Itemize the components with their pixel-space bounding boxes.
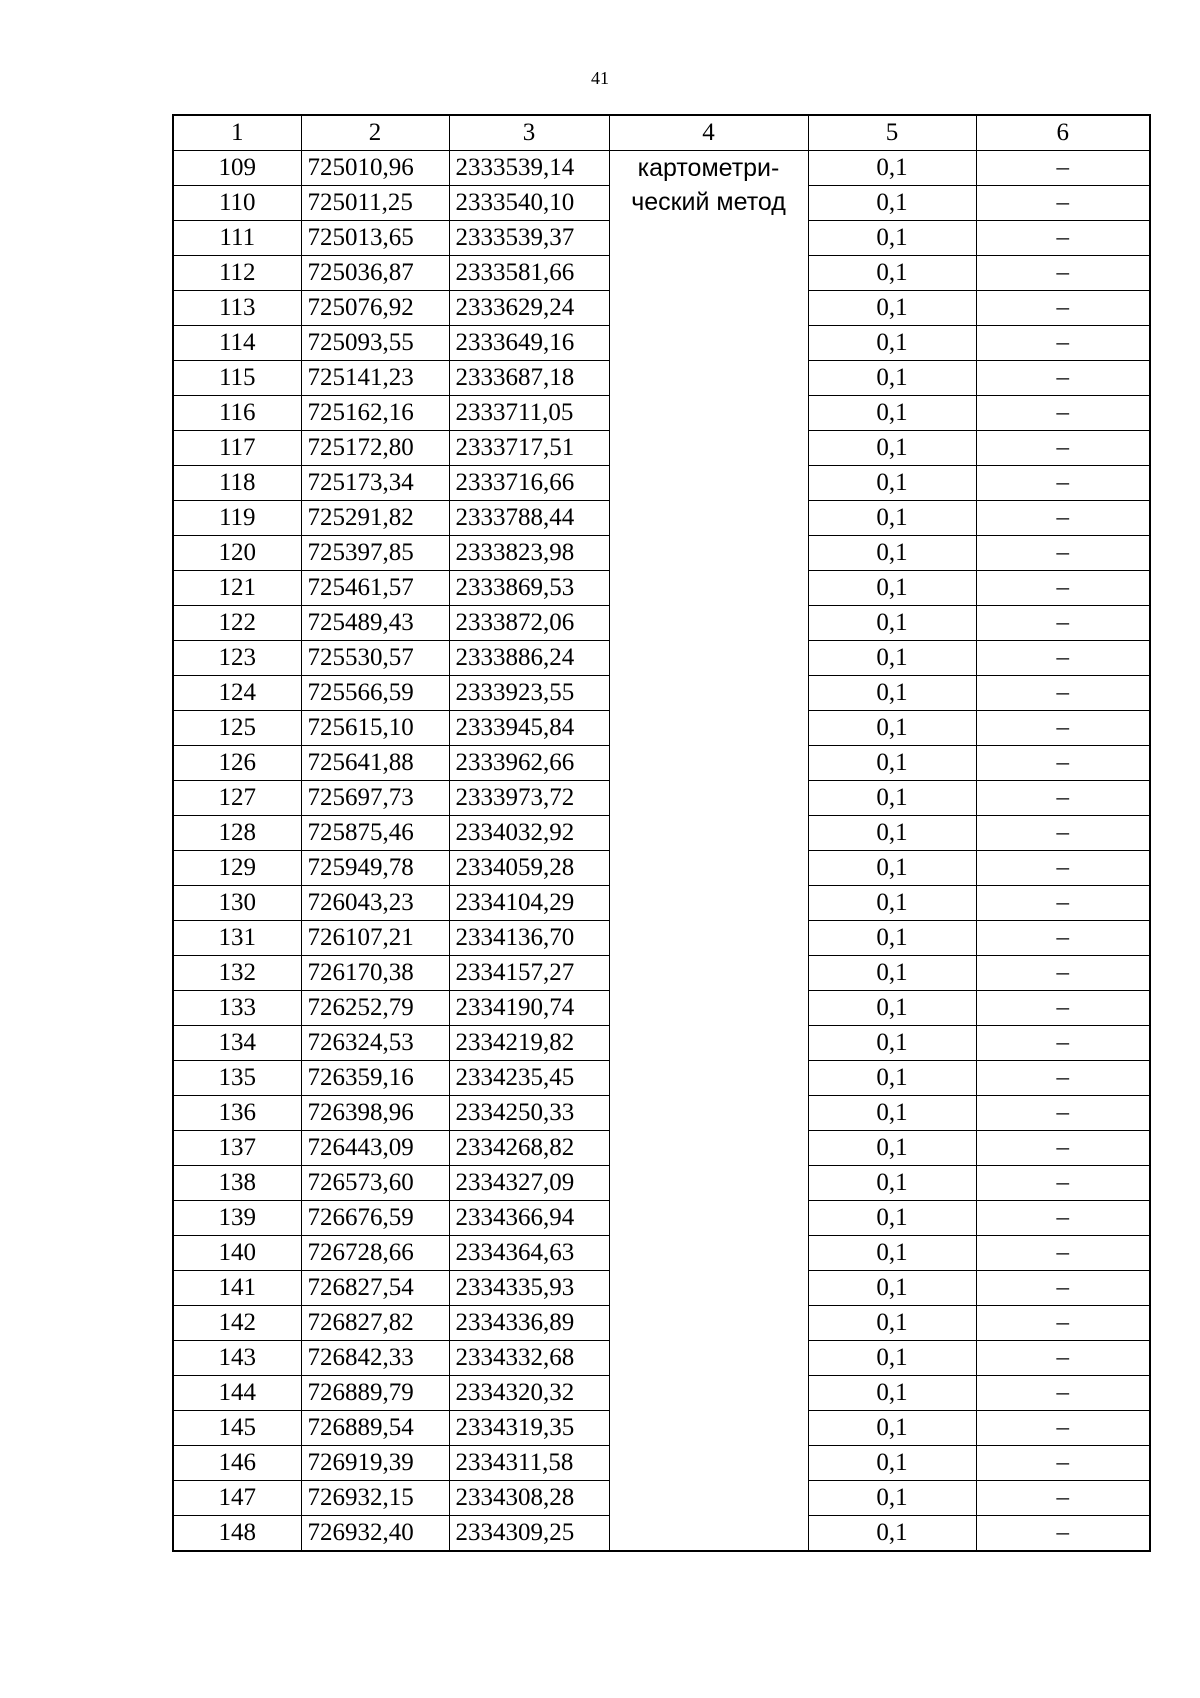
accuracy: 0,1 bbox=[808, 1131, 976, 1166]
accuracy: 0,1 bbox=[808, 991, 976, 1026]
point-number: 148 bbox=[173, 1516, 301, 1552]
point-number: 116 bbox=[173, 396, 301, 431]
x-coordinate: 725397,85 bbox=[301, 536, 449, 571]
note: – bbox=[976, 466, 1150, 501]
accuracy: 0,1 bbox=[808, 151, 976, 186]
note: – bbox=[976, 676, 1150, 711]
point-number: 119 bbox=[173, 501, 301, 536]
note: – bbox=[976, 711, 1150, 746]
point-number: 139 bbox=[173, 1201, 301, 1236]
x-coordinate: 725697,73 bbox=[301, 781, 449, 816]
y-coordinate: 2334268,82 bbox=[449, 1131, 609, 1166]
x-coordinate: 725162,16 bbox=[301, 396, 449, 431]
accuracy: 0,1 bbox=[808, 256, 976, 291]
y-coordinate: 2334332,68 bbox=[449, 1341, 609, 1376]
note: – bbox=[976, 1201, 1150, 1236]
accuracy: 0,1 bbox=[808, 1306, 976, 1341]
x-coordinate: 726170,38 bbox=[301, 956, 449, 991]
x-coordinate: 726827,54 bbox=[301, 1271, 449, 1306]
x-coordinate: 725291,82 bbox=[301, 501, 449, 536]
accuracy: 0,1 bbox=[808, 1411, 976, 1446]
y-coordinate: 2334059,28 bbox=[449, 851, 609, 886]
page-number: 41 bbox=[591, 68, 609, 88]
y-coordinate: 2333788,44 bbox=[449, 501, 609, 536]
y-coordinate: 2334308,28 bbox=[449, 1481, 609, 1516]
point-number: 115 bbox=[173, 361, 301, 396]
point-number: 113 bbox=[173, 291, 301, 326]
coordinates-table bbox=[172, 114, 1151, 1552]
point-number: 118 bbox=[173, 466, 301, 501]
point-number: 133 bbox=[173, 991, 301, 1026]
y-coordinate: 2333716,66 bbox=[449, 466, 609, 501]
point-number: 126 bbox=[173, 746, 301, 781]
point-number: 112 bbox=[173, 256, 301, 291]
table-header-row bbox=[173, 115, 1150, 151]
column-header: 4 bbox=[609, 115, 808, 151]
accuracy: 0,1 bbox=[808, 571, 976, 606]
accuracy: 0,1 bbox=[808, 1061, 976, 1096]
accuracy: 0,1 bbox=[808, 1096, 976, 1131]
point-number: 114 bbox=[173, 326, 301, 361]
x-coordinate: 725173,34 bbox=[301, 466, 449, 501]
y-coordinate: 2333823,98 bbox=[449, 536, 609, 571]
x-coordinate: 726728,66 bbox=[301, 1236, 449, 1271]
note: – bbox=[976, 746, 1150, 781]
point-number: 141 bbox=[173, 1271, 301, 1306]
accuracy: 0,1 bbox=[808, 1376, 976, 1411]
x-coordinate: 725076,92 bbox=[301, 291, 449, 326]
x-coordinate: 725172,80 bbox=[301, 431, 449, 466]
point-number: 135 bbox=[173, 1061, 301, 1096]
x-coordinate: 726889,54 bbox=[301, 1411, 449, 1446]
accuracy: 0,1 bbox=[808, 921, 976, 956]
y-coordinate: 2334335,93 bbox=[449, 1271, 609, 1306]
point-number: 117 bbox=[173, 431, 301, 466]
x-coordinate: 725011,25 bbox=[301, 186, 449, 221]
note: – bbox=[976, 361, 1150, 396]
accuracy: 0,1 bbox=[808, 676, 976, 711]
note: – bbox=[976, 816, 1150, 851]
note: – bbox=[976, 1166, 1150, 1201]
y-coordinate: 2333717,51 bbox=[449, 431, 609, 466]
point-number: 136 bbox=[173, 1096, 301, 1131]
y-coordinate: 2333687,18 bbox=[449, 361, 609, 396]
accuracy: 0,1 bbox=[808, 186, 976, 221]
x-coordinate: 726107,21 bbox=[301, 921, 449, 956]
x-coordinate: 725141,23 bbox=[301, 361, 449, 396]
x-coordinate: 725641,88 bbox=[301, 746, 449, 781]
x-coordinate: 726443,09 bbox=[301, 1131, 449, 1166]
point-number: 145 bbox=[173, 1411, 301, 1446]
x-coordinate: 726573,60 bbox=[301, 1166, 449, 1201]
point-number: 147 bbox=[173, 1481, 301, 1516]
y-coordinate: 2334327,09 bbox=[449, 1166, 609, 1201]
y-coordinate: 2334366,94 bbox=[449, 1201, 609, 1236]
note: – bbox=[976, 501, 1150, 536]
accuracy: 0,1 bbox=[808, 746, 976, 781]
accuracy: 0,1 bbox=[808, 641, 976, 676]
point-number: 144 bbox=[173, 1376, 301, 1411]
note: – bbox=[976, 1411, 1150, 1446]
accuracy: 0,1 bbox=[808, 221, 976, 256]
accuracy: 0,1 bbox=[808, 326, 976, 361]
accuracy: 0,1 bbox=[808, 1166, 976, 1201]
y-coordinate: 2333872,06 bbox=[449, 606, 609, 641]
note: – bbox=[976, 221, 1150, 256]
point-number: 110 bbox=[173, 186, 301, 221]
x-coordinate: 726398,96 bbox=[301, 1096, 449, 1131]
x-coordinate: 725875,46 bbox=[301, 816, 449, 851]
column-header: 2 bbox=[301, 115, 449, 151]
note: – bbox=[976, 781, 1150, 816]
method-cell bbox=[609, 151, 808, 1552]
point-number: 134 bbox=[173, 1026, 301, 1061]
accuracy: 0,1 bbox=[808, 1026, 976, 1061]
point-number: 131 bbox=[173, 921, 301, 956]
accuracy: 0,1 bbox=[808, 886, 976, 921]
x-coordinate: 725949,78 bbox=[301, 851, 449, 886]
point-number: 109 bbox=[173, 151, 301, 186]
method-text-line: ческий метод bbox=[631, 188, 786, 216]
accuracy: 0,1 bbox=[808, 431, 976, 466]
point-number: 122 bbox=[173, 606, 301, 641]
note: – bbox=[976, 1236, 1150, 1271]
note: – bbox=[976, 1341, 1150, 1376]
y-coordinate: 2334320,32 bbox=[449, 1376, 609, 1411]
accuracy: 0,1 bbox=[808, 1236, 976, 1271]
point-number: 124 bbox=[173, 676, 301, 711]
accuracy: 0,1 bbox=[808, 711, 976, 746]
table-body bbox=[173, 151, 1150, 1552]
y-coordinate: 2333629,24 bbox=[449, 291, 609, 326]
table-row bbox=[173, 151, 1150, 186]
x-coordinate: 725530,57 bbox=[301, 641, 449, 676]
point-number: 129 bbox=[173, 851, 301, 886]
column-header: 5 bbox=[808, 115, 976, 151]
y-coordinate: 2333711,05 bbox=[449, 396, 609, 431]
note: – bbox=[976, 956, 1150, 991]
accuracy: 0,1 bbox=[808, 956, 976, 991]
point-number: 143 bbox=[173, 1341, 301, 1376]
point-number: 123 bbox=[173, 641, 301, 676]
accuracy: 0,1 bbox=[808, 1201, 976, 1236]
point-number: 132 bbox=[173, 956, 301, 991]
method-text-line: картометри- bbox=[637, 154, 780, 182]
note: – bbox=[976, 571, 1150, 606]
y-coordinate: 2333649,16 bbox=[449, 326, 609, 361]
point-number: 142 bbox=[173, 1306, 301, 1341]
x-coordinate: 725566,59 bbox=[301, 676, 449, 711]
column-header: 3 bbox=[449, 115, 609, 151]
y-coordinate: 2333886,24 bbox=[449, 641, 609, 676]
point-number: 128 bbox=[173, 816, 301, 851]
note: – bbox=[976, 1516, 1150, 1552]
note: – bbox=[976, 431, 1150, 466]
x-coordinate: 725461,57 bbox=[301, 571, 449, 606]
x-coordinate: 726919,39 bbox=[301, 1446, 449, 1481]
note: – bbox=[976, 1306, 1150, 1341]
accuracy: 0,1 bbox=[808, 1271, 976, 1306]
accuracy: 0,1 bbox=[808, 606, 976, 641]
y-coordinate: 2333539,14 bbox=[449, 151, 609, 186]
note: – bbox=[976, 536, 1150, 571]
y-coordinate: 2334250,33 bbox=[449, 1096, 609, 1131]
accuracy: 0,1 bbox=[808, 1481, 976, 1516]
note: – bbox=[976, 1271, 1150, 1306]
note: – bbox=[976, 851, 1150, 886]
y-coordinate: 2334136,70 bbox=[449, 921, 609, 956]
x-coordinate: 726676,59 bbox=[301, 1201, 449, 1236]
x-coordinate: 726827,82 bbox=[301, 1306, 449, 1341]
accuracy: 0,1 bbox=[808, 536, 976, 571]
x-coordinate: 726932,15 bbox=[301, 1481, 449, 1516]
note: – bbox=[976, 1376, 1150, 1411]
accuracy: 0,1 bbox=[808, 1516, 976, 1552]
column-header: 6 bbox=[976, 115, 1150, 151]
y-coordinate: 2333539,37 bbox=[449, 221, 609, 256]
note: – bbox=[976, 886, 1150, 921]
accuracy: 0,1 bbox=[808, 816, 976, 851]
x-coordinate: 726359,16 bbox=[301, 1061, 449, 1096]
note: – bbox=[976, 396, 1150, 431]
note: – bbox=[976, 1446, 1150, 1481]
x-coordinate: 726842,33 bbox=[301, 1341, 449, 1376]
y-coordinate: 2333973,72 bbox=[449, 781, 609, 816]
note: – bbox=[976, 606, 1150, 641]
y-coordinate: 2333581,66 bbox=[449, 256, 609, 291]
y-coordinate: 2334319,35 bbox=[449, 1411, 609, 1446]
y-coordinate: 2334190,74 bbox=[449, 991, 609, 1026]
x-coordinate: 725036,87 bbox=[301, 256, 449, 291]
column-header: 1 bbox=[173, 115, 301, 151]
x-coordinate: 726043,23 bbox=[301, 886, 449, 921]
point-number: 125 bbox=[173, 711, 301, 746]
x-coordinate: 725013,65 bbox=[301, 221, 449, 256]
note: – bbox=[976, 991, 1150, 1026]
x-coordinate: 726889,79 bbox=[301, 1376, 449, 1411]
point-number: 130 bbox=[173, 886, 301, 921]
y-coordinate: 2333869,53 bbox=[449, 571, 609, 606]
x-coordinate: 725093,55 bbox=[301, 326, 449, 361]
note: – bbox=[976, 326, 1150, 361]
point-number: 121 bbox=[173, 571, 301, 606]
accuracy: 0,1 bbox=[808, 501, 976, 536]
y-coordinate: 2334364,63 bbox=[449, 1236, 609, 1271]
y-coordinate: 2334032,92 bbox=[449, 816, 609, 851]
accuracy: 0,1 bbox=[808, 361, 976, 396]
note: – bbox=[976, 186, 1150, 221]
note: – bbox=[976, 1131, 1150, 1166]
accuracy: 0,1 bbox=[808, 1341, 976, 1376]
note: – bbox=[976, 1061, 1150, 1096]
accuracy: 0,1 bbox=[808, 291, 976, 326]
point-number: 127 bbox=[173, 781, 301, 816]
note: – bbox=[976, 256, 1150, 291]
point-number: 120 bbox=[173, 536, 301, 571]
point-number: 111 bbox=[173, 221, 301, 256]
point-number: 138 bbox=[173, 1166, 301, 1201]
x-coordinate: 726932,40 bbox=[301, 1516, 449, 1552]
note: – bbox=[976, 151, 1150, 186]
accuracy: 0,1 bbox=[808, 396, 976, 431]
y-coordinate: 2333923,55 bbox=[449, 676, 609, 711]
accuracy: 0,1 bbox=[808, 781, 976, 816]
y-coordinate: 2334219,82 bbox=[449, 1026, 609, 1061]
accuracy: 0,1 bbox=[808, 851, 976, 886]
y-coordinate: 2334235,45 bbox=[449, 1061, 609, 1096]
point-number: 146 bbox=[173, 1446, 301, 1481]
x-coordinate: 726252,79 bbox=[301, 991, 449, 1026]
y-coordinate: 2334104,29 bbox=[449, 886, 609, 921]
note: – bbox=[976, 1026, 1150, 1061]
point-number: 137 bbox=[173, 1131, 301, 1166]
note: – bbox=[976, 1096, 1150, 1131]
y-coordinate: 2334336,89 bbox=[449, 1306, 609, 1341]
accuracy: 0,1 bbox=[808, 1446, 976, 1481]
y-coordinate: 2334157,27 bbox=[449, 956, 609, 991]
point-number: 140 bbox=[173, 1236, 301, 1271]
note: – bbox=[976, 921, 1150, 956]
note: – bbox=[976, 1481, 1150, 1516]
y-coordinate: 2333945,84 bbox=[449, 711, 609, 746]
x-coordinate: 726324,53 bbox=[301, 1026, 449, 1061]
x-coordinate: 725489,43 bbox=[301, 606, 449, 641]
accuracy: 0,1 bbox=[808, 466, 976, 501]
note: – bbox=[976, 291, 1150, 326]
y-coordinate: 2334311,58 bbox=[449, 1446, 609, 1481]
y-coordinate: 2333962,66 bbox=[449, 746, 609, 781]
y-coordinate: 2334309,25 bbox=[449, 1516, 609, 1552]
y-coordinate: 2333540,10 bbox=[449, 186, 609, 221]
x-coordinate: 725010,96 bbox=[301, 151, 449, 186]
note: – bbox=[976, 641, 1150, 676]
x-coordinate: 725615,10 bbox=[301, 711, 449, 746]
